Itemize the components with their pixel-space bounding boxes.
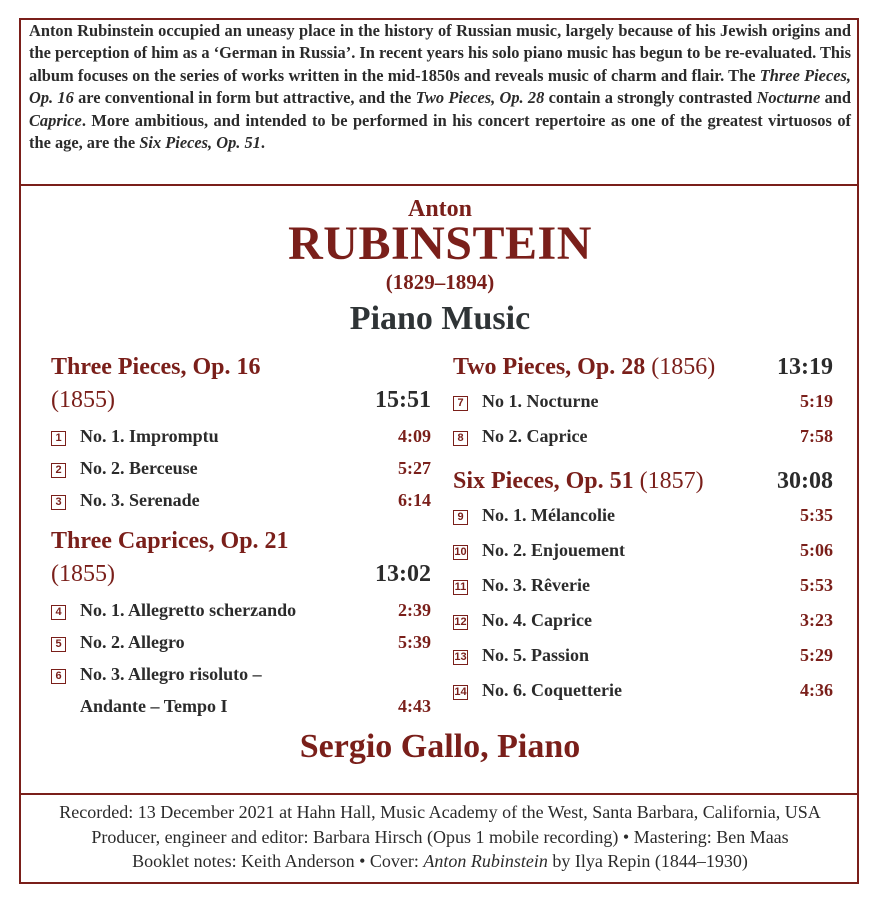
track-title: No. 3. Serenade bbox=[80, 490, 200, 510]
track-row-continuation bbox=[51, 690, 431, 722]
track-title: No. 1. Impromptu bbox=[80, 426, 219, 446]
work-year: (1856) bbox=[651, 354, 716, 380]
track-title: No. 6. Coquetterie bbox=[482, 680, 622, 700]
performer-credit: Sergio Gallo, Piano bbox=[299, 728, 581, 765]
credits-notes: Booklet notes: Keith Anderson • Cover: Anton Rubinstein by Ilya Repin (1844–1930) bbox=[132, 851, 748, 871]
track-duration: 4:09 bbox=[398, 426, 431, 446]
work-year: (1855) bbox=[51, 561, 115, 587]
composer-first-name: Anton bbox=[407, 196, 473, 222]
track-duration: 5:53 bbox=[800, 575, 833, 595]
composer-dates: (1829–1894) bbox=[385, 270, 495, 294]
track-title: No. 1. Mélancolie bbox=[482, 505, 615, 525]
track-row[interactable] bbox=[453, 568, 833, 603]
track-number: 7 bbox=[453, 396, 468, 411]
track-row[interactable] bbox=[453, 498, 833, 533]
work-total-time: 13:19 bbox=[777, 354, 833, 380]
track-duration: 4:43 bbox=[398, 696, 431, 716]
composer-name: RUBINSTEIN bbox=[288, 217, 592, 270]
track-row[interactable] bbox=[51, 594, 431, 626]
track-row[interactable] bbox=[51, 484, 431, 516]
track-title: No 1. Nocturne bbox=[482, 391, 599, 411]
work-op51 bbox=[453, 464, 833, 708]
track-title-continued: Andante – Tempo I bbox=[80, 696, 228, 716]
track-title: No. 4. Caprice bbox=[482, 610, 592, 630]
track-duration: 5:35 bbox=[800, 505, 833, 525]
track-number: 4 bbox=[51, 605, 66, 620]
track-title: No. 3. Rêverie bbox=[482, 575, 590, 595]
track-number: 14 bbox=[454, 686, 467, 698]
tracklist-right bbox=[453, 350, 833, 708]
work-total-time: 13:02 bbox=[375, 561, 431, 587]
work-title: Three Caprices, Op. 21 bbox=[51, 528, 289, 554]
work-year: (1857) bbox=[639, 468, 704, 494]
credits-recorded: Recorded: 13 December 2021 at Hahn Hall, Music Academy of the West, Santa Barbara, California, USA bbox=[59, 802, 821, 822]
track-number: 3 bbox=[51, 495, 66, 510]
work-title: Six Pieces, Op. 51 bbox=[453, 468, 634, 494]
work-title: Three Pieces, Op. 16 bbox=[51, 354, 261, 380]
track-row[interactable] bbox=[453, 533, 833, 568]
track-duration: 7:58 bbox=[800, 426, 833, 446]
track-number: 1 bbox=[51, 431, 66, 446]
track-row[interactable] bbox=[453, 638, 833, 673]
track-title: No 2. Caprice bbox=[482, 426, 588, 446]
track-row[interactable] bbox=[51, 626, 431, 658]
work-total-time: 30:08 bbox=[777, 468, 833, 494]
track-row[interactable] bbox=[51, 658, 431, 690]
track-duration: 6:14 bbox=[398, 490, 431, 510]
track-duration: 2:39 bbox=[398, 600, 431, 620]
track-title: No. 5. Passion bbox=[482, 645, 590, 665]
track-title: No. 2. Enjouement bbox=[482, 540, 625, 560]
track-number: 2 bbox=[51, 463, 66, 478]
track-row[interactable] bbox=[453, 603, 833, 638]
track-duration: 5:06 bbox=[800, 540, 833, 560]
bottom-divider bbox=[19, 793, 859, 795]
track-duration: 5:39 bbox=[398, 632, 431, 652]
track-number: 10 bbox=[454, 546, 467, 558]
tracklist-left bbox=[51, 350, 431, 722]
track-number: 9 bbox=[453, 510, 468, 525]
track-number: 6 bbox=[51, 669, 66, 684]
work-op16 bbox=[51, 350, 431, 516]
intro-text: Anton Rubinstein occupied an uneasy place in the history of Russian music, largely because of his Jewish origins and the perception of him as a ‘German in Russia’. In recent years his solo piano music has begun to be re-evaluated. This album focuses on the series of works written in the mid-1850s and reveals music of charm and flair. The Three Pieces, Op. 16 are conventional in form but attractive, and the Two Pieces, Op. 28 contain a strongly contrasted Nocturne and Caprice. More ambitious, and intended to be performed in his concert repertoire as one of the greatest virtuosos of the age, are the Six Pieces, Op. 51. bbox=[29, 21, 852, 153]
track-row[interactable] bbox=[51, 452, 431, 484]
track-title: No. 1. Allegretto scherzando bbox=[80, 600, 297, 620]
track-row[interactable] bbox=[453, 673, 833, 708]
track-row[interactable] bbox=[453, 384, 833, 419]
work-total-time: 15:51 bbox=[375, 387, 431, 413]
track-title: No. 2. Berceuse bbox=[80, 458, 198, 478]
work-op28 bbox=[453, 350, 833, 454]
track-number: 13 bbox=[454, 651, 467, 663]
album-subtitle: Piano Music bbox=[349, 300, 531, 337]
track-duration: 5:27 bbox=[398, 458, 431, 478]
track-duration: 5:29 bbox=[800, 645, 833, 665]
top-divider bbox=[19, 184, 859, 186]
work-op21 bbox=[51, 524, 431, 722]
track-duration: 3:23 bbox=[800, 610, 833, 630]
track-row[interactable] bbox=[453, 419, 833, 454]
credits-producer: Producer, engineer and editor: Barbara Hirsch (Opus 1 mobile recording) • Mastering: Ben Maas bbox=[91, 826, 789, 847]
track-duration: 4:36 bbox=[800, 680, 833, 700]
work-year: (1855) bbox=[51, 387, 115, 413]
track-duration: 5:19 bbox=[800, 391, 833, 411]
track-title: No. 3. Allegro risoluto – bbox=[80, 664, 262, 684]
work-title: Two Pieces, Op. 28 bbox=[453, 354, 646, 380]
track-number: 5 bbox=[51, 637, 66, 652]
recording-credits bbox=[0, 800, 880, 874]
track-number: 12 bbox=[454, 616, 467, 628]
track-number: 11 bbox=[454, 581, 467, 593]
track-title: No. 2. Allegro bbox=[80, 632, 185, 652]
track-row[interactable] bbox=[51, 420, 431, 452]
track-number: 8 bbox=[453, 431, 468, 446]
